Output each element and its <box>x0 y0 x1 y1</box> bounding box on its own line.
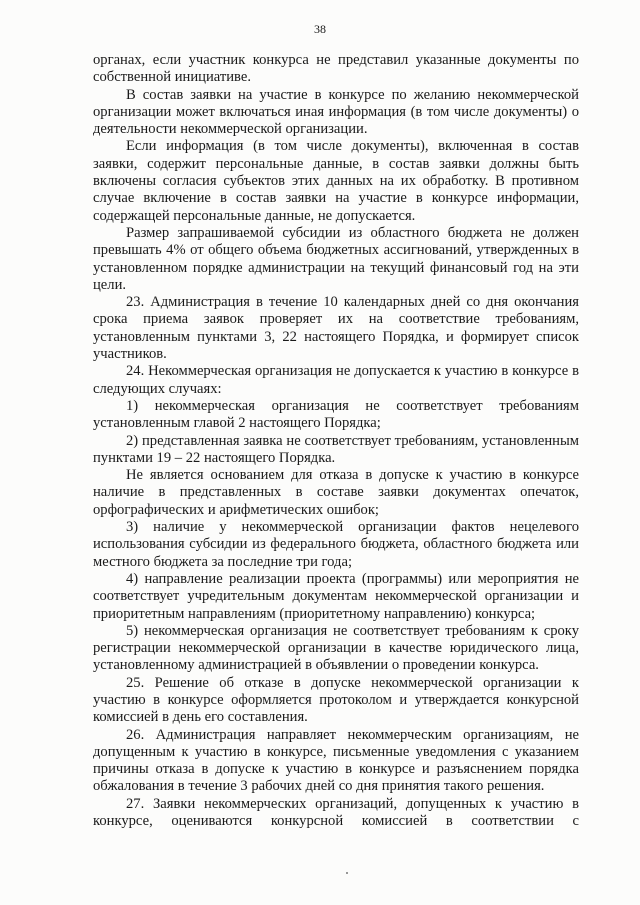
paragraph-continuation: органах, если участник конкурса не представил указанные документы по собственной инициативе. <box>93 52 579 86</box>
paragraph-personal-data: Если информация (в том числе документы), включенная в состав заявки, содержит персональные данные, в состав заявки должны быть включены согласия субъектов этих данных на их обработку. В противном случае включение в состав заявки на участие в конкурсе информации, содержащей персональные данные, не допускается. <box>93 138 579 224</box>
paragraph-not-grounds: Не является основанием для отказа в допуске к участию в конкурсе наличие в представленных в составе заявки документах опечаток, орфографических и арифметических ошибок; <box>93 467 579 518</box>
paragraph-subsidy-limit: Размер запрашиваемой субсидии из областного бюджета не должен превышать 4% от общего объема бюджетных ассигнований, утвержденных в установленном порядке администрации на текущий финансовый год на эти цели. <box>93 224 579 293</box>
document-body <box>93 52 579 830</box>
paragraph-item-26: 26. Администрация направляет некоммерческим организациям, не допущенным к участию в конкурсе, письменные уведомления с указанием причины отказа в допуске к участию в конкурсе и разъяснением порядка обжалования в течение 3 рабочих дней со дня принятия такого решения. <box>93 726 579 795</box>
paragraph-item-25: 25. Решение об отказе в допуске некоммерческой организации к участию в конкурсе оформляется протоколом и утверждается конкурсной комиссией в день его составления. <box>93 674 579 726</box>
paragraph-item-24-sub-4: 4) направление реализации проекта (программы) или мероприятия не соответствует учредительным документам некоммерческой организации и приоритетным направлениям (приоритетному направлению) конкурса; <box>93 570 579 622</box>
paragraph-item-24-sub-1: 1) некоммерческая организация не соответствует требованиям установленным главой 2 настоящего Порядка; <box>93 397 579 432</box>
page-number: 38 <box>314 22 326 36</box>
paragraph-item-24: 24. Некоммерческая организация не допускается к участию в конкурсе в следующих случаях: <box>93 363 579 397</box>
paragraph-item-27: 27. Заявки некоммерческих организаций, допущенных к участию в конкурсе, оцениваются конкурсной комиссией в соответствии с <box>93 795 579 830</box>
paragraph-additional-info: В состав заявки на участие в конкурсе по желанию некоммерческой организации может включаться иная информация (в том числе документы) о деятельности некоммерческой организации. <box>93 86 579 138</box>
scan-speck <box>346 872 348 874</box>
paragraph-item-24-sub-3: 3) наличие у некоммерческой организации фактов нецелевого использования субсидии из федерального бюджета, областного бюджета или местного бюджета за последние три года; <box>93 519 579 570</box>
paragraph-item-24-sub-2: 2) представленная заявка не соответствует требованиям, установленным пунктами 19 – 22 настоящего Порядка. <box>93 432 579 466</box>
paragraph-item-23: 23. Администрация в течение 10 календарных дней со дня окончания срока приема заявок проверяет их на соответствие требованиям, установленным пунктами 3, 22 настоящего Порядка, и формирует список участников. <box>93 294 579 363</box>
paragraph-item-24-sub-5: 5) некоммерческая организация не соответствует требованиям к сроку регистрации некоммерческой организации в качестве юридического лица, установленному администрацией в объявлении о проведении конкурса. <box>93 622 579 674</box>
